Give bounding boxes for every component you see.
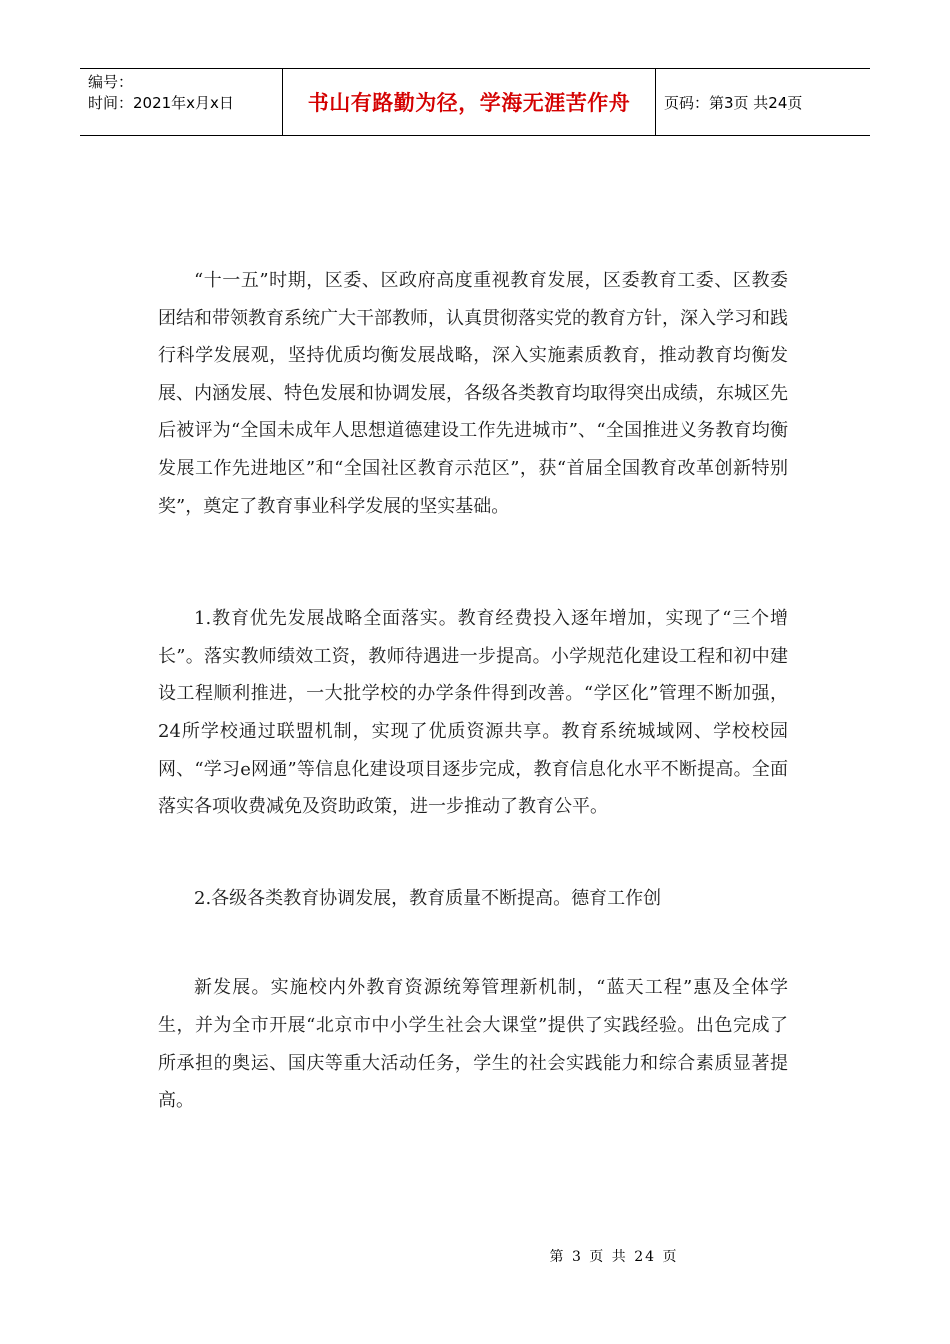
paragraph-gap	[158, 525, 788, 600]
document-body	[158, 262, 788, 1120]
paragraph-item-1: 1.教育优先发展战略全面落实。教育经费投入逐年增加，实现了“三个增长”。落实教师绩效工资，教师待遇进一步提高。小学规范化建设工程和初中建设工程顺利推进，一大批学校的办学条件得到改善。“学区化”管理不断加强，24所学校通过联盟机制，实现了优质资源共享。教育系统城域网、学校校园网、“学习e网通”等信息化建设项目逐步完成，教育信息化水平不断提高。全面落实各项收费减免及资助政策，进一步推动了教育公平。	[158, 608, 788, 818]
document-number-label: 编号：	[88, 73, 134, 91]
page-footer: 第 3 页 共 24 页	[549, 1249, 679, 1265]
paragraph-gap	[158, 917, 788, 969]
paragraph-gap	[158, 826, 788, 880]
paragraph-item-2: 2.各级各类教育协调发展，教育质量不断提高。德育工作创	[194, 887, 662, 909]
header-motto-cell	[282, 69, 656, 135]
paragraph-intro: “十一五”时期，区委、区政府高度重视教育发展，区委教育工委、区教委团结和带领教育系统广大干部教师，认真贯彻落实党的教育方针，深入学习和践行科学发展观，坚持优质均衡发展战略，深入实施素质教育，推动教育均衡发展、内涵发展、特色发展和协调发展，各级各类教育均取得突出成绩，东城区先后被评为“全国未成年人思想道德建设工作先进城市”、“全国推进义务教育均衡发展工作先进地区”和“全国社区教育示范区”，获“首届全国教育改革创新特别奖”，奠定了教育事业科学发展的坚实基础。	[158, 270, 788, 517]
header-meta-cell	[80, 69, 282, 135]
header-page-cell	[656, 69, 870, 135]
paragraph-item-2-continued: 新发展。实施校内外教育资源统筹管理新机制，“蓝天工程”惠及全体学生，并为全市开展“北京市中小学生社会大课堂”提供了实践经验。出色完成了所承担的奥运、国庆等重大活动任务，学生的社会实践能力和综合素质显著提高。	[158, 977, 788, 1112]
header-motto: 书山有路勤为径，学海无涯苦作舟	[307, 91, 631, 115]
header-page-number: 页码：第3页 共24页	[664, 93, 803, 112]
document-date-label: 时间：2021年x月x日	[88, 94, 234, 112]
header-table	[80, 68, 870, 136]
